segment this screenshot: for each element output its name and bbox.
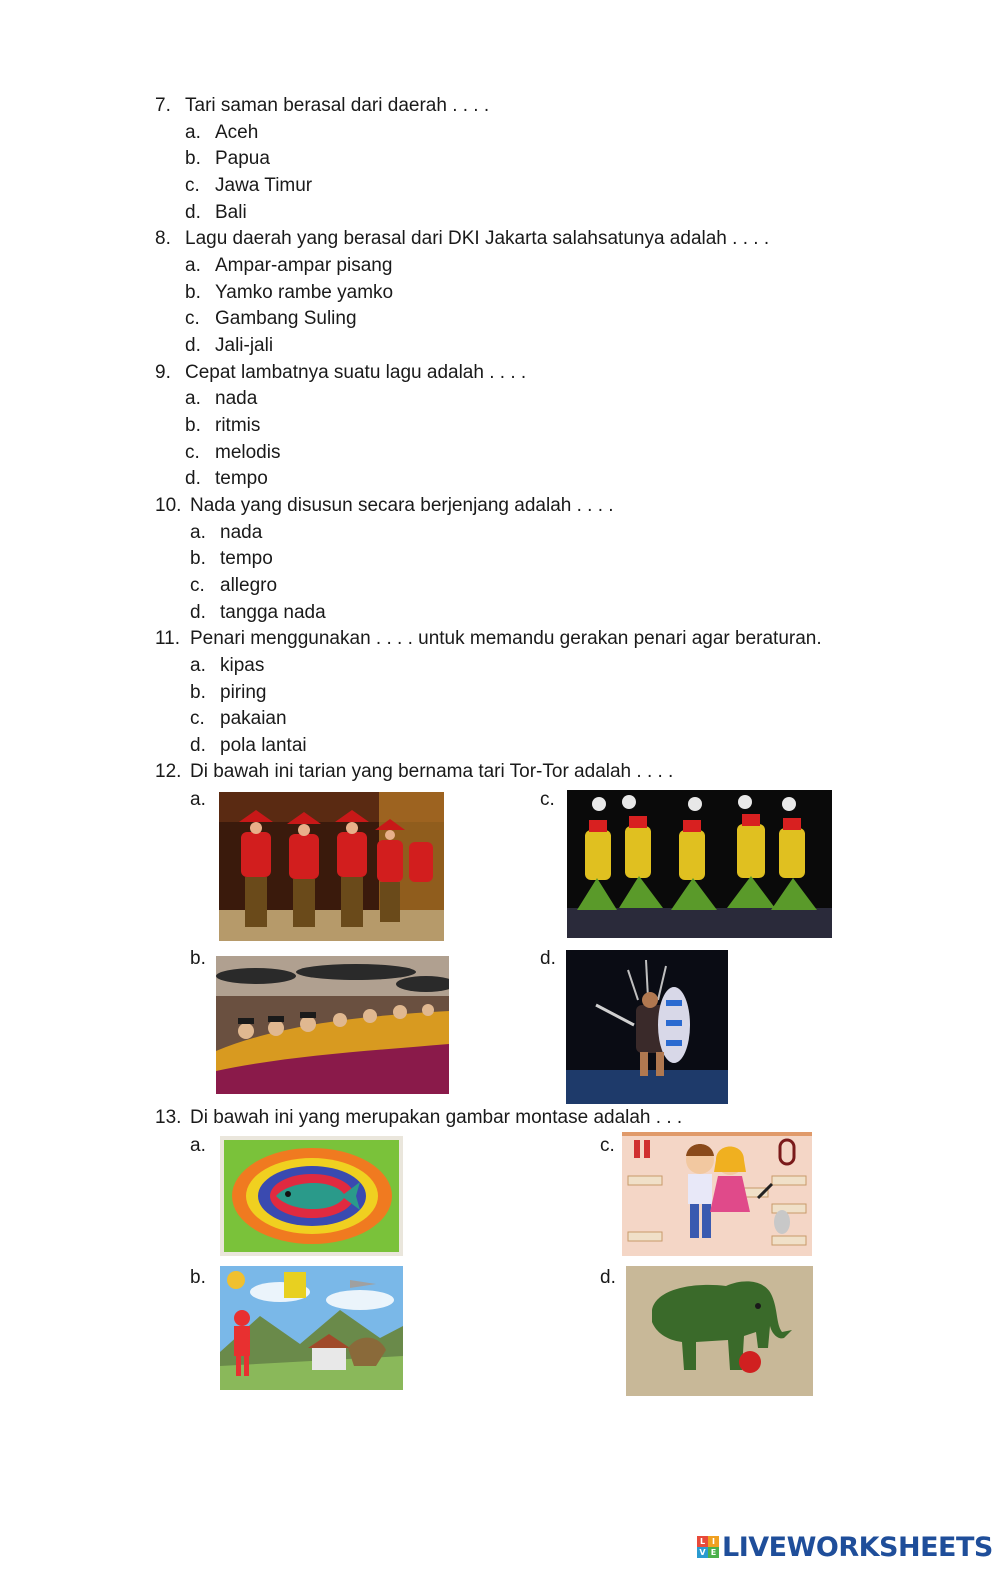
q7-option-b[interactable]: b. Papua — [185, 148, 270, 169]
q13-option-c-label[interactable]: c. — [600, 1135, 615, 1156]
q7-option-d[interactable]: d. Bali — [185, 202, 247, 223]
q8-option-a[interactable]: a. Ampar-ampar pisang — [185, 255, 393, 276]
q7-option-c[interactable]: c. Jawa Timur — [185, 175, 313, 196]
question-9: 9. Cepat lambatnya suatu lagu adalah . . . . — [155, 362, 527, 383]
q12-option-d-image[interactable] — [566, 950, 728, 1104]
q12-option-d-label[interactable]: d. — [540, 948, 556, 969]
q8-option-d[interactable]: d. Jali-jali — [185, 335, 274, 356]
q13-option-a-label[interactable]: a. — [190, 1135, 206, 1156]
question-8-text: Lagu daerah yang berasal dari DKI Jakarta salahsatunya adalah . . . . — [185, 228, 770, 249]
q12-option-b-label[interactable]: b. — [190, 948, 206, 969]
question-11: 11. Penari menggunakan . . . . untuk memandu gerakan penari agar beraturan. — [155, 628, 822, 649]
question-12: 12. Di bawah ini tarian yang bernama tari Tor-Tor adalah . . . . — [155, 761, 674, 782]
q13-option-a-image[interactable] — [220, 1136, 403, 1256]
q12-option-c-label[interactable]: c. — [540, 789, 555, 810]
q9-option-b[interactable]: b. ritmis — [185, 415, 261, 436]
question-11-text: Penari menggunakan . . . . untuk memandu gerakan penari agar beraturan. — [190, 628, 822, 649]
question-10: 10. Nada yang disusun secara berjenjang adalah . . . . — [155, 495, 614, 516]
question-8: 8. Lagu daerah yang berasal dari DKI Jakarta salahsatunya adalah . . . . — [155, 228, 770, 249]
question-10-text: Nada yang disusun secara berjenjang adalah . . . . — [190, 495, 614, 516]
question-13: 13. Di bawah ini yang merupakan gambar montase adalah . . . — [155, 1107, 683, 1128]
liveworksheets-logo — [697, 1531, 993, 1563]
logo-icon: L I V E — [697, 1536, 719, 1558]
q12-option-a-label[interactable]: a. — [190, 789, 206, 810]
q9-option-c[interactable]: c. melodis — [185, 442, 281, 463]
q11-option-c[interactable]: c. pakaian — [190, 708, 287, 729]
q11-option-d[interactable]: d. pola lantai — [190, 735, 307, 756]
question-12-text: Di bawah ini tarian yang bernama tari Tor-Tor adalah . . . . — [190, 761, 674, 782]
question-7: 7. Tari saman berasal dari daerah . . . . — [155, 95, 490, 116]
q13-option-c-image[interactable] — [622, 1132, 812, 1256]
q13-option-d-label[interactable]: d. — [600, 1267, 616, 1288]
q10-option-c[interactable]: c. allegro — [190, 575, 278, 596]
question-7-text: Tari saman berasal dari daerah . . . . — [185, 95, 490, 116]
q13-option-b-image[interactable] — [220, 1266, 403, 1390]
q9-option-a[interactable]: a. nada — [185, 388, 258, 409]
logo-text: LIVEWORKSHEETS — [722, 1531, 993, 1563]
q10-option-a[interactable]: a. nada — [190, 522, 263, 543]
q10-option-b[interactable]: b. tempo — [190, 548, 273, 569]
q13-option-d-image[interactable] — [626, 1266, 813, 1396]
q12-option-c-image[interactable] — [567, 790, 832, 938]
q10-option-d[interactable]: d. tangga nada — [190, 602, 326, 623]
q12-option-a-image[interactable] — [219, 792, 444, 941]
q8-option-b[interactable]: b. Yamko rambe yamko — [185, 282, 394, 303]
question-9-text: Cepat lambatnya suatu lagu adalah . . . . — [185, 362, 527, 383]
q8-option-c[interactable]: c. Gambang Suling — [185, 308, 357, 329]
q7-option-a[interactable]: a. Aceh — [185, 122, 259, 143]
q12-option-b-image[interactable] — [216, 956, 449, 1094]
q11-option-a[interactable]: a. kipas — [190, 655, 265, 676]
q9-option-d[interactable]: d. tempo — [185, 468, 268, 489]
q11-option-b[interactable]: b. piring — [190, 682, 267, 703]
q13-option-b-label[interactable]: b. — [190, 1267, 206, 1288]
question-13-text: Di bawah ini yang merupakan gambar montase adalah . . . — [190, 1107, 683, 1128]
